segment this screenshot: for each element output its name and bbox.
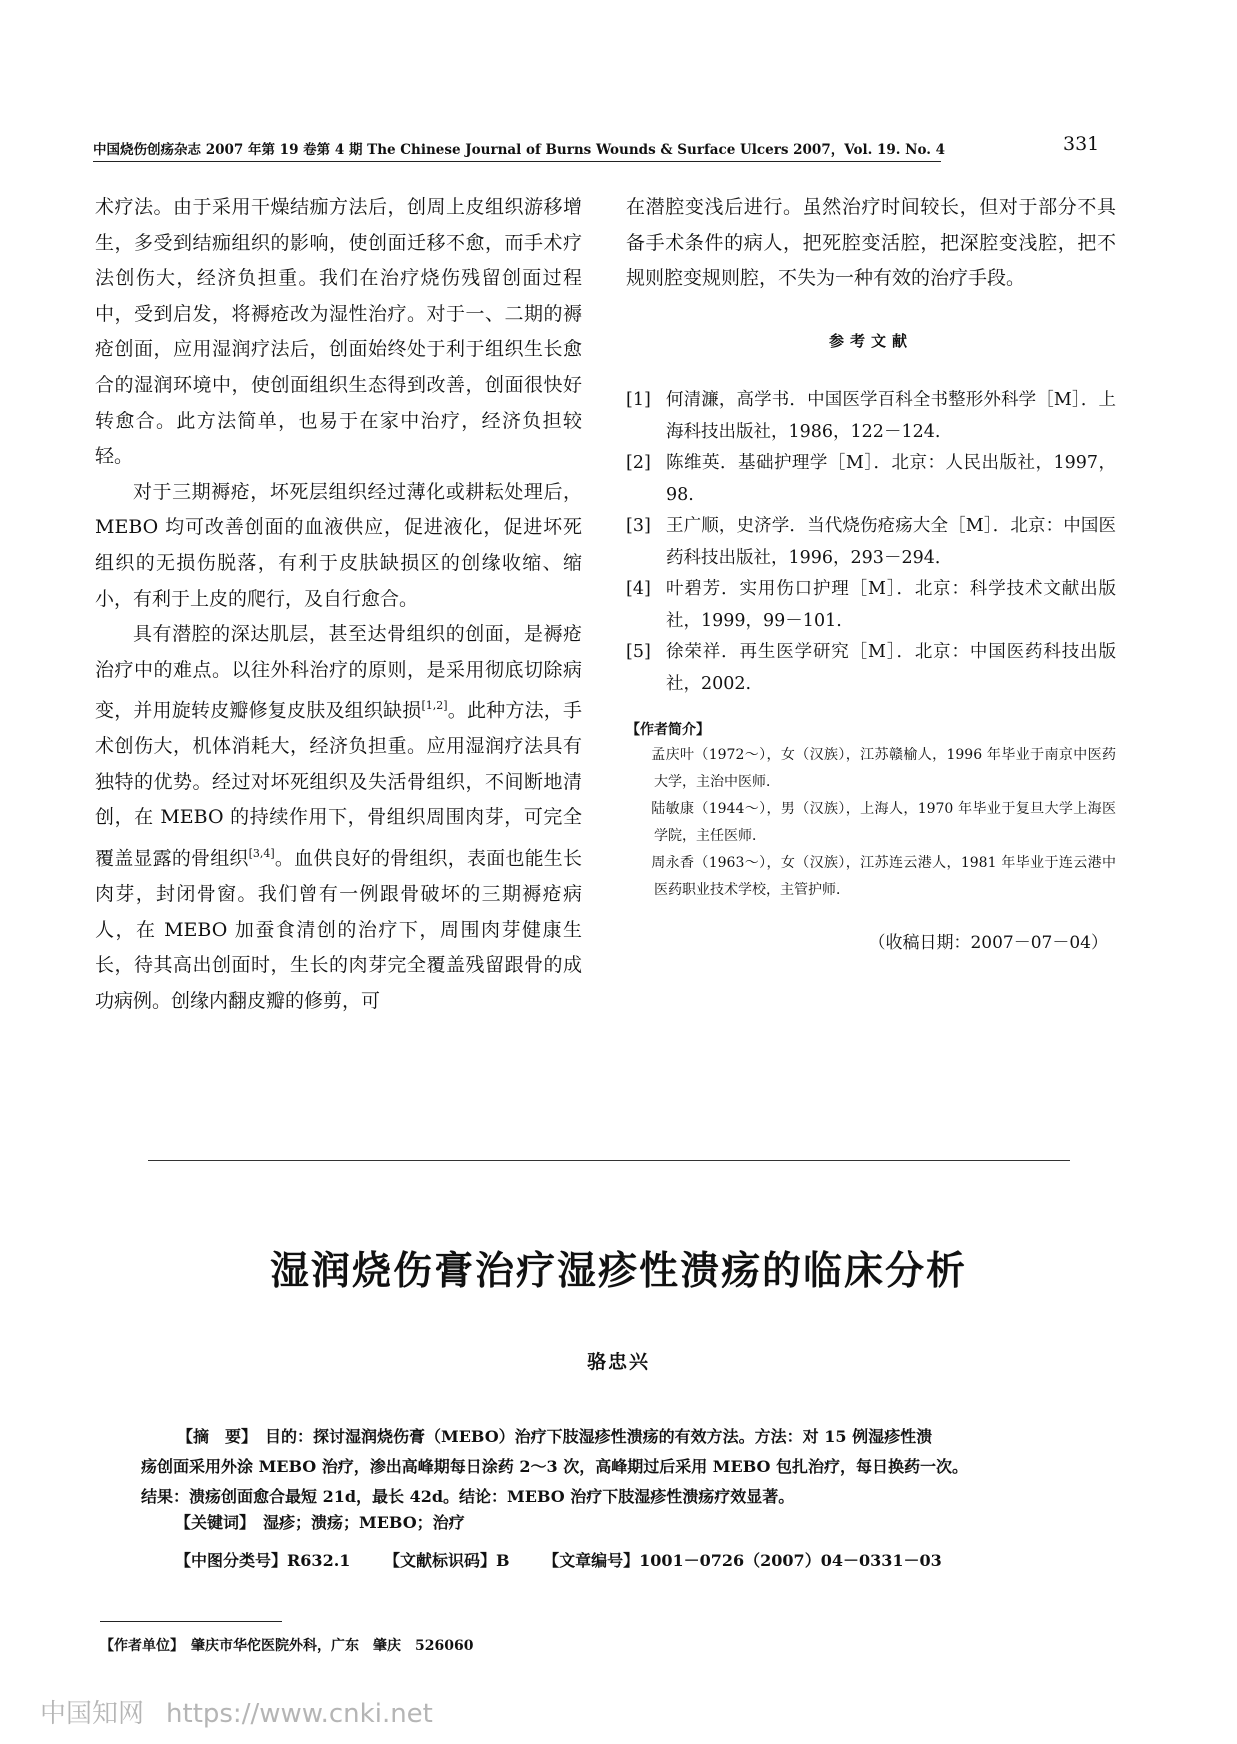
reference-text: 何清濂，高学书．中国医学百科全书整形外科学［M］．上海科技出版社，1986，122－124. (666, 390, 1116, 442)
reference-item (626, 574, 1116, 637)
classification-line (175, 1548, 970, 1571)
article-number: 【文章编号】1001－0726（2007）04－0331－03 (543, 1551, 942, 1570)
abstract (141, 1422, 1066, 1512)
author-bio: 孟庆叶（1972～），女（汉族），江苏赣榆人，1996 年毕业于南京中医药大学，主治中医师． (651, 747, 1116, 791)
reference-text: 陈维英．基础护理学［M］．北京：人民出版社，1997，98. (666, 453, 1116, 505)
keywords: 【关键词】 湿疹；溃疡；MEBO；治疗 (175, 1513, 465, 1532)
body-text: 具有潜腔的深达肌层，甚至达骨组织的创面，是褥疮治疗中的难点。以往外科治疗的原则，是采用彻底切除病变，并用旋转皮瓣修复皮肤及组织缺损 (95, 623, 582, 722)
reference-item (626, 385, 1116, 448)
reference-number: [3] (626, 516, 651, 537)
running-head: 中国烧伤创疡杂志 2007 年第 19 卷第 4 期 The Chinese Journal of Burns Wounds & Surface Ulcers 2007，Vol. 19. No. 4 (93, 138, 941, 162)
article-title: 湿润烧伤膏治疗湿疹性溃疡的临床分析 (269, 1249, 967, 1294)
body-paragraph: 术疗法。由于采用干燥结痂方法后，创周上皮组织游移增生，多受到结痂组织的影响，使创面迁移不愈，而手术疗法创伤大，经济负担重。我们在治疗烧伤残留创面过程中，受到启发，将褥疮改为湿性治疗。对于一、二期的褥疮创面，应用湿润疗法后，创面始终处于利于组织生长愈合的湿润环境中，使创面组织生态得到改善，创面很快好转愈合。此方法简单，也易于在家中治疗，经济负担较轻。 (95, 196, 582, 468)
author-intro-heading: 【作者简介】 (626, 722, 710, 739)
watermark-url: https://www.cnki.net (166, 1699, 433, 1729)
body-paragraph (95, 617, 582, 1019)
body-text: 。血供良好的骨组织，表面也能生长肉芽，封闭骨窗。我们曾有一例跟骨破坏的三期褥疮病人，在 MEBO 加蚕食清创的治疗下，周围肉芽健康生长，待其高出创面时，生长的肉芽完全覆盖残留跟骨的成功病例。创缘内翻皮瓣的修剪，可 (95, 847, 582, 1012)
citation: [3,4] (248, 847, 275, 861)
right-column (626, 190, 1116, 962)
document-code: 【文献标识码】B (383, 1551, 510, 1570)
section-divider (148, 1160, 1070, 1161)
abstract-line: 【摘 要】 目的：探讨湿润烧伤膏（MEBO）治疗下肢湿疹性溃疡的有效方法。方法：对 15 例湿疹性溃 (177, 1427, 933, 1446)
reference-text: 徐荣祥．再生医学研究［M］．北京：中国医药科技出版社，2002. (666, 642, 1116, 694)
reference-item (626, 511, 1116, 574)
received-date: （收稿日期：2007－07－04） (868, 933, 1108, 954)
references-title: 参考文献 (828, 331, 913, 350)
author-bio: 陆敏康（1944～），男（汉族），上海人，1970 年毕业于复旦大学上海医学院，主任医师． (651, 801, 1116, 845)
reference-text: 王广顺，史济学．当代烧伤疮疡大全［M］．北京：中国医药科技出版社，1996，293－294． (666, 516, 1116, 568)
author-affiliation: 【作者单位】 肇庆市华佗医院外科，广东 肇庆 526060 (100, 1638, 474, 1654)
left-column (95, 190, 582, 1019)
article-author: 骆忠兴 (586, 1351, 650, 1373)
footnote-rule (100, 1621, 282, 1622)
references-list (626, 385, 1116, 700)
body-text: 。此种方法，手术创伤大，机体消耗大，经济负担重。应用湿润疗法具有独特的优势。经过对坏死组织及失活骨组织，不间断地清创，在 MEBO 的持续作用下，骨组织周围肉芽，可完全覆盖显露的骨组织 (95, 699, 582, 870)
reference-number: [4] (626, 579, 651, 600)
reference-number: [1] (626, 390, 651, 411)
abstract-line: 结果：溃疡创面愈合最短 21d，最长 42d。结论：MEBO 治疗下肢湿疹性溃疡疗效显著。 (141, 1487, 795, 1506)
body-paragraph: 在潜腔变浅后进行。虽然治疗时间较长，但对于部分不具备手术条件的病人，把死腔变活腔，把深腔变浅腔，把不规则腔变规则腔，不失为一种有效的治疗手段。 (626, 196, 1116, 290)
reference-number: [2] (626, 453, 651, 474)
reference-number: [5] (626, 642, 651, 663)
watermark (40, 1693, 433, 1730)
reference-item (626, 448, 1116, 511)
watermark-brand: 中国知网 (40, 1699, 145, 1729)
reference-text: 叶碧芳．实用伤口护理［M］．北京：科学技术文献出版社，1999，99－101. (666, 579, 1116, 631)
reference-item (626, 637, 1116, 700)
page-number: 331 (1063, 133, 1100, 155)
clc-number: 【中图分类号】R632.1 (175, 1551, 351, 1570)
abstract-line: 疡创面采用外涂 MEBO 治疗，渗出高峰期每日涂药 2～3 次，高峰期过后采用 MEBO 包扎治疗，每日换药一次。 (141, 1457, 969, 1476)
citation: [1,2] (421, 699, 448, 713)
body-paragraph: 对于三期褥疮，坏死层组织经过薄化或耕耘处理后，MEBO 均可改善创面的血液供应，促进液化，促进坏死组织的无损伤脱落，有利于皮肤缺损区的创缘收缩、缩小，有利于上皮的爬行，及自行愈合。 (95, 480, 582, 610)
author-bio: 周永香（1963～），女（汉族），江苏连云港人，1981 年毕业于连云港中医药职业技术学校，主管护师． (651, 855, 1116, 899)
